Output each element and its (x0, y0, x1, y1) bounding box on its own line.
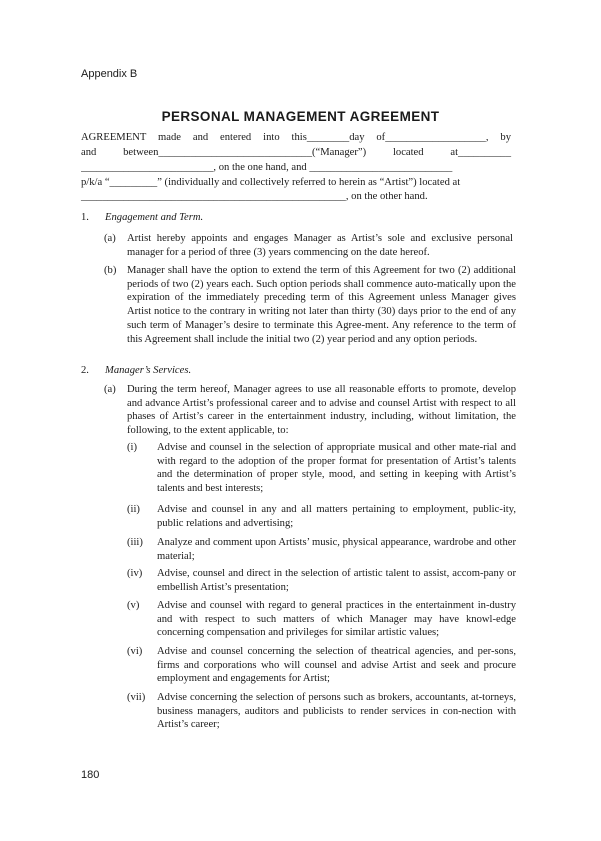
subitem-text: Advise and counsel in the selection of appropriate musical and other mate-rial and with regard to the adoption of the proper format for presentation of Artist’s talents and the determination of proper style, mood, and setting in keeping with Artist’s talents and best interests; (157, 442, 516, 495)
subitem-text: Advise, counsel and direct in the selection of artistic talent to assist, accom-pany or embellish Artist’s presentation; (157, 568, 516, 593)
subitem-text: Advise and counsel concerning the selection of theatrical agencies, and per-sons, firms and corporations who will counsel and advise Artist and seek and procure employment and engagements for Artist; (157, 646, 516, 685)
subitem-marker: (iv) (127, 568, 143, 579)
subitem-text: Advise and counsel with regard to general practices in the entertainment in-dustry and with respect to such matters of which Manager may have knowl-edge concerning compensation and privileges for similar artistic values; (157, 600, 516, 639)
preamble-line-5: __________________________________________________, on the other hand. (81, 191, 428, 202)
subitem-marker: (v) (127, 600, 140, 611)
subitem-text: Advise concerning the selection of persons such as brokers, accountants, at-torneys, business managers, auditors and publicists to render services in con-nection with Artist’s career; (157, 692, 516, 731)
section-title: Engagement and Term. (105, 212, 204, 223)
subitem-text: Analyze and comment upon Artists’ music, physical appearance, wardrobe and other material; (157, 537, 516, 562)
subitem-marker: (vi) (127, 646, 143, 657)
clause-marker: (a) (104, 384, 116, 395)
subitem-marker: (i) (127, 442, 137, 453)
clause-text: During the term hereof, Manager agrees to use all reasonable efforts to promote, develop and advance Artist’s professional career and to advise and counsel Artist with respect to all phases of Artist’s career in the entertainment industry, including, without limitation, the following, to the extent applicable, to: (127, 384, 516, 437)
preamble-line-1: AGREEMENT made and entered into this________day of___________________, by (81, 132, 511, 143)
section-number: 2. (81, 365, 89, 376)
clause-text: Artist hereby appoints and engages Manager as Artist’s sole and exclusive personal manager for a period of three (3) years commencing on the date hereof. (127, 233, 513, 258)
section-number: 1. (81, 212, 89, 223)
clause-marker: (b) (104, 265, 117, 276)
subitem-marker: (ii) (127, 504, 140, 515)
page-number: 180 (81, 769, 100, 781)
section-title: Manager’s Services. (105, 365, 192, 376)
preamble-line-2: and between_____________________________(“Manager”) located at__________ (81, 147, 511, 158)
preamble-line-4: p/k/a “_________” (individually and collectively referred to herein as “Artist”) located at (81, 177, 461, 188)
subitem-marker: (vii) (127, 692, 146, 703)
appendix-label: Appendix B (81, 68, 138, 80)
document-title: PERSONAL MANAGEMENT AGREEMENT (161, 109, 440, 124)
subitem-text: Advise and counsel in any and all matters pertaining to employment, public-ity, public relations and advertising; (157, 504, 516, 529)
preamble-line-3: _________________________, on the one hand, and ___________________________ (81, 162, 453, 173)
subitem-marker: (iii) (127, 537, 143, 548)
clause-text: Manager shall have the option to extend the term of this Agreement for two (2) additional periods of two (2) years each. Such option periods shall commence auto-matically upon the expiration of the immediately preceding term of this Agreement unless Manager gives Artist notice to the contrary in writing not later than thirty (30) days prior to the end of any such term of Manager’s desire to terminate this Agree-ment. Any reference to the term of this Agreement shall include the initial two (2) year period and any option periods. (127, 265, 516, 345)
clause-marker: (a) (104, 233, 116, 244)
